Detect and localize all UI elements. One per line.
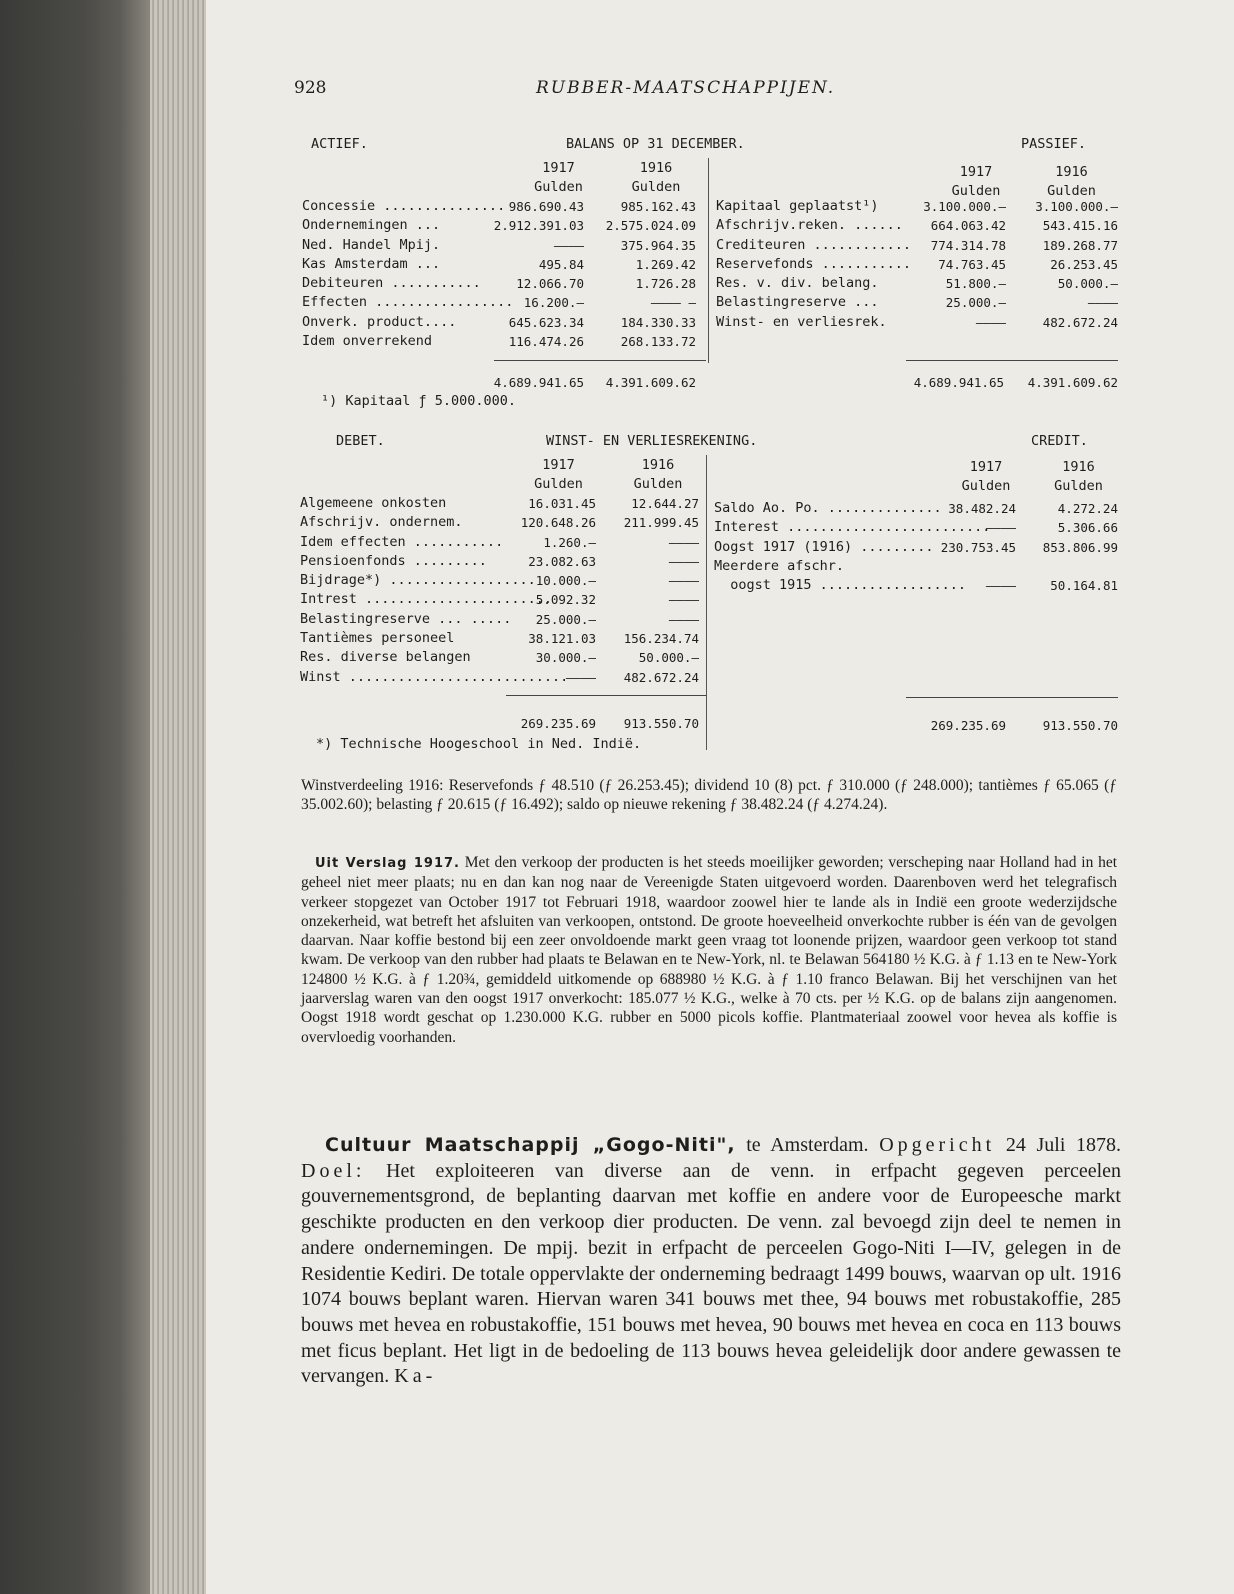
table-row: Bijdrage*) ..................: [300, 572, 536, 589]
passief-values-1916: 3.100.000.— 543.415.16 189.268.77 26.253.45 50.000.— ———— 482.672.24: [1035, 199, 1118, 330]
credit-values-1916: 4.272.24 5.306.66 853.806.99 50.164.81: [1042, 501, 1118, 594]
table-row: Effecten .................: [302, 294, 514, 311]
table-row: Ondernemingen ...: [302, 217, 441, 234]
table-row: Onverk. product....: [302, 313, 457, 330]
debet-values-1917: 16.031.45 120.648.26 1.260.— 23.082.63 10.000.— 5.092.32 25.000.— 38.121.03 30.000.— ————: [520, 496, 596, 685]
table-row: Crediteuren ............: [716, 236, 912, 253]
winstverdeeling: Winstverdeeling 1916: Reservefonds ƒ 48.510 (ƒ 26.253.45); dividend 10 (8) pct. ƒ 310.000 (ƒ 248.000); tantièmes ƒ 65.065 (ƒ 35.002.60); belasting ƒ 20.615 (ƒ 16.492); saldo op nieuwe rekening ƒ 38.482.24 (ƒ 4.274.24).: [301, 777, 1117, 814]
actief-labels: [302, 197, 514, 351]
table-row: Pensioenfonds .........: [300, 552, 487, 569]
pl-title: WINST- EN VERLIESREKENING.: [546, 433, 758, 449]
verslag-lead: Uit Verslag 1917.: [315, 856, 460, 871]
credit-year-1916: 1916 Gulden: [1054, 459, 1103, 495]
table-row: Idem onverrekend: [302, 333, 433, 350]
balance-title: BALANS OP 31 DECEMBER.: [566, 136, 745, 152]
table-row: Res. v. div. belang.: [716, 275, 879, 292]
debet-total-1917: 269.235.69: [520, 716, 596, 731]
company-city: te Amsterdam.: [746, 1134, 869, 1156]
actief-values-1917: 986.690.43 2.912.391.03 ———— 495.84 12.066.70 16.200.— 645.623.34 116.474.26: [493, 199, 584, 350]
passief-label: PASSIEF.: [1021, 136, 1087, 152]
table-row: Winst- en verliesrek.: [716, 313, 887, 330]
table-row: Intrest .......................: [300, 591, 552, 608]
page-number: 928: [294, 78, 327, 98]
table-row: oogst 1915 ..................: [714, 577, 966, 594]
table-row: Belastingreserve ...: [716, 294, 879, 311]
passief-labels: [716, 197, 921, 332]
table-row: Kapitaal geplaatst¹): [716, 198, 879, 214]
opgericht-date: 24 Juli 1878.: [1005, 1134, 1122, 1156]
credit-year-1917: 1917 Gulden: [961, 459, 1011, 495]
table-row: Concessie ...............: [302, 198, 506, 214]
company-text: Het exploiteeren van diverse aan de venn. in erfpacht gegeven perceelen gouvernementsgrond, de beplanting daarvan met koffie en andere voor de Europeesche markt geschikte producten en den verkoop dier producten. De venn. zal bevoegd zijn deel te nemen in andere ondernemingen. De mpij. bezit in erfpacht de perceelen Gogo-Niti I—IV, gelegen in de Residentie Kediri. De totale oppervlakte der onderneming bedraagt 1499 bouws, waarvan op ult. 1916 1074 bouws beplant waren. Hiervan waren 341 bouws met thee, 94 bouws met robustakoffie, 285 bouws met hevea en robustakoffie, 151 bouws met hevea, 90 bouws met hevea en coca en 113 bouws met ficus beplant. Het ligt in de bedoeling de 113 bouws hevea geleidelijk door andere gewassen te vervangen.: [301, 1159, 1122, 1388]
table-row: Winst ...........................: [300, 668, 569, 685]
pl-divider: [706, 455, 707, 750]
table-row: Afschrijv.reken. ......: [716, 217, 903, 234]
debet-year-1917: 1917 Gulden: [534, 457, 583, 493]
opgericht-label: Opgericht: [879, 1134, 996, 1156]
credit-total-1917: 269.235.69: [930, 718, 1006, 733]
table-row: Interest .........................: [714, 519, 991, 536]
running-head: RUBBER-MAATSCHAPPIJEN.: [536, 78, 836, 98]
debet-total-rule: [506, 695, 706, 696]
actief-label: ACTIEF.: [311, 136, 368, 152]
table-row: Meerdere afschr.: [714, 557, 845, 574]
credit-values-1917: 38.482.24 ———— 230.753.45 ————: [940, 501, 1016, 594]
actief-total-rule: [494, 360, 706, 361]
pl-footnote: *) Technische Hoogeschool in Ned. Indië.: [316, 736, 642, 752]
table-row: Res. diverse belangen: [300, 649, 471, 666]
credit-total-rule: [906, 697, 1118, 698]
table-row: Ned. Handel Mpij.: [302, 236, 441, 253]
passief-values-1917: 3.100.000.— 664.063.42 774.314.78 74.763.45 51.800.— 25.000.— ————: [923, 199, 1006, 330]
actief-year-1916: 1916 Gulden: [631, 160, 681, 196]
debet-label: DEBET.: [336, 433, 385, 449]
credit-label: CREDIT.: [1031, 433, 1088, 449]
actief-total-1917: 4.689.941.65: [493, 375, 584, 390]
table-row: Reservefonds ...........: [716, 255, 912, 272]
table-row: Afschrijv. ondernem.: [300, 514, 463, 531]
company-name: Cultuur Maatschappij „Gogo-Niti",: [325, 1134, 736, 1156]
debet-values-1916: 12.644.27 211.999.45 ———— ———— ———— ———— ———— 156.234.74 50.000.— 482.672.24: [623, 496, 699, 685]
passief-total-rule: [906, 360, 1118, 361]
passief-year-1917: 1917 Gulden: [951, 164, 1001, 200]
passief-total-1917: 4.689.941.65: [913, 375, 1004, 390]
passief-total-1916: 4.391.609.62: [1027, 375, 1118, 390]
company-trailing: Ka-: [394, 1365, 437, 1388]
doel-label: Doel:: [301, 1159, 366, 1182]
balance-footnote: ¹) Kapitaal ƒ 5.000.000.: [321, 393, 517, 409]
credit-total-1916: 913.550.70: [1042, 718, 1118, 733]
table-row: Idem effecten ...........: [300, 533, 504, 550]
table-row: Saldo Ao. Po. ..............: [714, 500, 942, 516]
table-row: Tantièmes personeel: [300, 630, 455, 647]
table-row: Belastingreserve ... .....: [300, 610, 512, 627]
company-entry: [301, 1133, 1121, 1390]
table-row: Debiteuren ...........: [302, 275, 481, 292]
table-row: Oogst 1917 (1916) .........: [714, 538, 934, 555]
table-row: Kas Amsterdam ...: [302, 255, 441, 272]
balance-divider: [708, 158, 709, 363]
book-spine: [0, 0, 150, 1594]
page-edges: [150, 0, 206, 1594]
debet-year-1916: 1916 Gulden: [633, 457, 683, 493]
book-page: [206, 0, 1234, 1594]
actief-year-1917: 1917 Gulden: [534, 160, 583, 196]
verslag-paragraph: [301, 853, 1117, 1047]
passief-year-1916: 1916 Gulden: [1047, 164, 1096, 200]
verslag-text: Met den verkoop der producten is het steeds moeilijker geworden; verscheping naar Holland had in het geheel niet meer plaats; nu en dan kan nog naar de Vereenigde Staten uitgevoerd worden. Daarenboven werd het telegrafisch verkeer stopgezet van October 1917 tot Februari 1918, waardoor zoowel hier te lande als in Indië een groote wederzijdsche onzekerheid, wat betreft het afsluiten van verkoopen, ontstond. De groote hoeveelheid onverkochte rubber is één van de gevolgen daarvan. Naar koffie bestond bij een zeer onvoldoende markt geen vraag tot loonende prijzen, waardoor geen verkoop tot stand kwam. De verkoop van den rubber had plaats te Belawan en te New-York, nl. te Belawan 564180 ½ K.G. à ƒ 1.13 en te New-York 124800 ½ K.G. à ƒ 1.20¾, gemiddeld uitkomende op 688980 ½ K.G. à ƒ 1.10 franco Belawan. Bij het verschijnen van het jaarverslag waren van den oogst 1917 onverkocht: 185.077 ½ K.G., welke à 70 cts. per ½ K.G. op de balans zijn aangenomen. Oogst 1918 wordt geschat op 1.230.000 K.G. rubber en 5000 picols koffie. Plantmateriaal zoowel voor hevea als koffie is overvloedig voorhanden.: [301, 854, 1118, 1046]
debet-total-1916: 913.550.70: [623, 716, 699, 731]
actief-values-1916: 985.162.43 2.575.024.09 375.964.35 1.269.42 1.726.28 ———— — 184.330.33 268.133.72: [605, 199, 696, 350]
actief-total-1916: 4.391.609.62: [605, 375, 696, 390]
table-row: Algemeene onkosten: [300, 495, 447, 511]
